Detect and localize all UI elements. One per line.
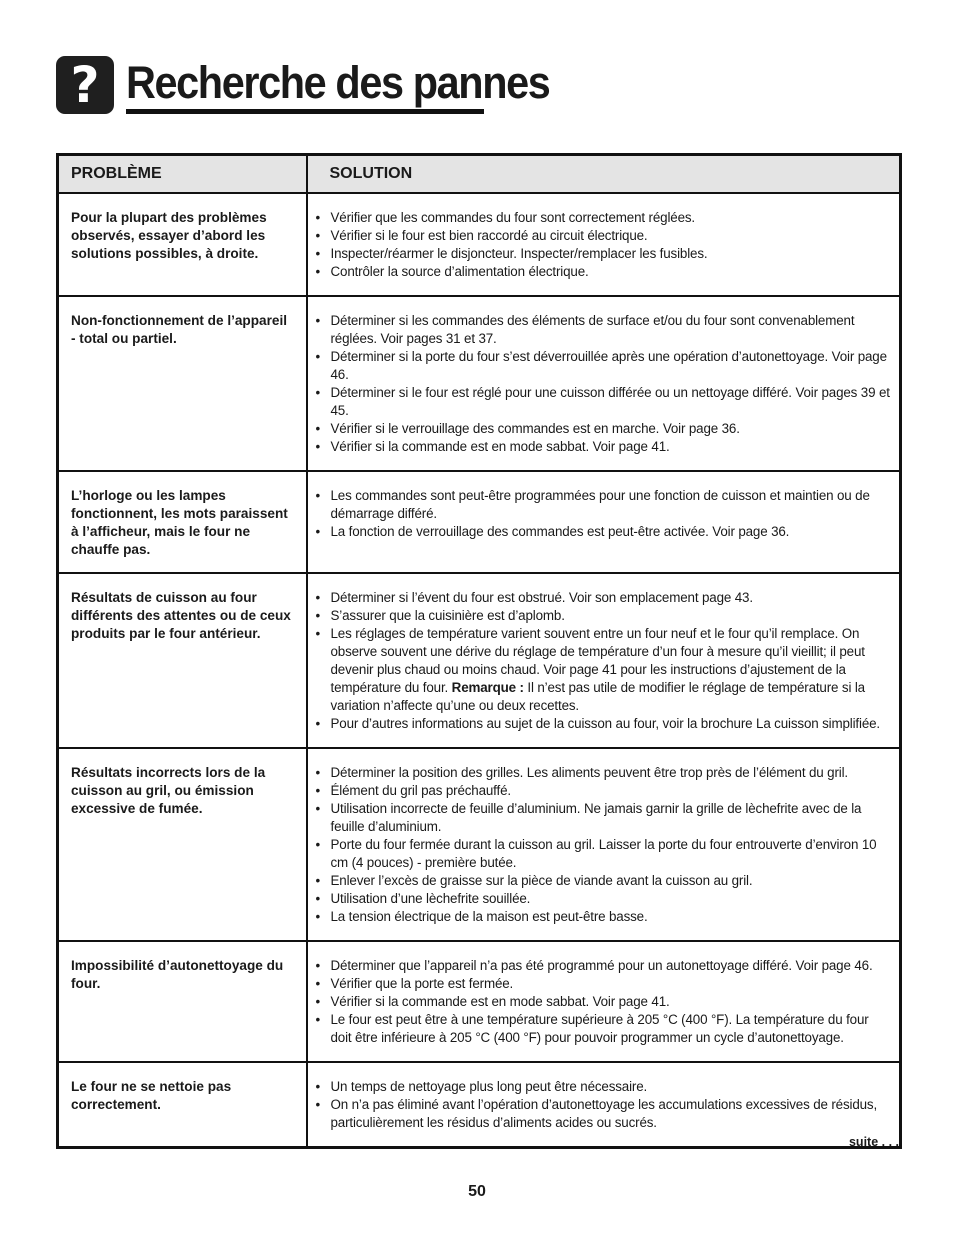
solution-item: • Vérifier que la porte est fermée. [316, 975, 892, 993]
solution-item: • Vérifier si la commande est en mode sabbat. Voir page 41. [316, 438, 892, 456]
solution-text: Les réglages de température varient souvent entre un four neuf et le four qu’il remplace. On observe souvent une dérive du réglage de température d’un four à mesure qu’il vieillit; il peut devenir plus chaud ou moins chaud. Voir page 41 pour les instructions d’ajustement de la température du four. [330, 626, 865, 695]
solution-item: • Déterminer si le four est réglé pour une cuisson différée ou un nettoyage différé. Voir pages 39 et 45. [316, 384, 892, 420]
solution-item: • Vérifier si le four est bien raccordé au circuit électrique. [316, 227, 892, 245]
solution-item: • Enlever l’excès de graisse sur la pièce de viande avant la cuisson au gril. [316, 872, 892, 890]
solution-cell [307, 296, 901, 471]
solution-item: • Un temps de nettoyage plus long peut être nécessaire. [316, 1078, 892, 1096]
solution-item: • Porte du four fermée durant la cuisson au gril. Laisser la porte du four entrouverte d’environ 10 cm (4 pouces) - première butée. [316, 836, 892, 872]
solution-item: • Vérifier que les commandes du four sont correctement réglées. [316, 209, 892, 227]
solution-item: • Déterminer si l’évent du four est obstrué. Voir son emplacement page 43. [316, 589, 892, 607]
table-row [58, 1062, 901, 1148]
problem-cell: Le four ne se nettoie pas correctement. [58, 1062, 307, 1148]
solution-list [316, 209, 892, 281]
solution-item: • Utilisation d’une lèchefrite souillée. [316, 890, 892, 908]
remark-label: Remarque : [451, 680, 524, 695]
problem-cell: Pour la plupart des problèmes observés, essayer d’abord les solutions possibles, à droite. [58, 193, 307, 296]
solution-item: • Le four est peut être à une température supérieure à 205 °C (400 °F). La température du four doit être inférieure à 205 °C (400 °F) pour pouvoir programmer un cycle d’autonettoyage. [316, 1011, 892, 1047]
solution-item: • Déterminer que l’appareil n’a pas été programmé pour un autonettoyage différé. Voir page 46. [316, 957, 892, 975]
problem-cell: L’horloge ou les lampes fonctionnent, les mots paraissent à l’afficheur, mais le four ne chauffe pas. [58, 471, 307, 573]
solution-list [316, 589, 892, 733]
solution-item: • Élément du gril pas préchauffé. [316, 782, 892, 800]
solution-item [316, 625, 892, 715]
remark-text: Il n’est pas utile de modifier le réglage de température si la variation n’affecte qu’une ou deux recettes. [330, 680, 865, 713]
table-row [58, 193, 901, 296]
table-header-row [58, 155, 901, 194]
solution-cell [307, 748, 901, 941]
problem-cell: Non-fonctionnement de l’appareil - total ou partiel. [58, 296, 307, 471]
solution-cell [307, 1062, 901, 1148]
troubleshooting-table [56, 153, 902, 1149]
table-row [58, 471, 901, 573]
solution-item: • Les commandes sont peut-être programmées pour une fonction de cuisson et maintien ou de démarrage différé. [316, 487, 892, 523]
solution-item: • Déterminer si les commandes des éléments de surface et/ou du four sont convenablement réglées. Voir pages 31 et 37. [316, 312, 892, 348]
table-row [58, 748, 901, 941]
solution-item: • Pour d’autres informations au sujet de la cuisson au four, voir la brochure La cuisson simplifiée. [316, 715, 892, 733]
title-underline [126, 57, 550, 114]
solution-list [316, 957, 892, 1047]
solution-list [316, 487, 892, 541]
column-header-solution: SOLUTION [307, 155, 901, 194]
solution-cell [307, 471, 901, 573]
solution-item: • Déterminer la position des grilles. Les aliments peuvent être trop près de l’élément du gril. [316, 764, 892, 782]
table-row [58, 573, 901, 748]
solution-list [316, 764, 892, 926]
page-title: Recherche des pannes [126, 57, 550, 108]
problem-cell: Résultats incorrects lors de la cuisson au gril, ou émission excessive de fumée. [58, 748, 307, 941]
solution-item: • Déterminer si la porte du four s’est déverrouillée après une opération d’autonettoyage. Voir page 46. [316, 348, 892, 384]
table-row [58, 296, 901, 471]
table-row [58, 941, 901, 1062]
continued-label: suite . . . [848, 1135, 899, 1149]
solution-item: • La tension électrique de la maison est peut-être basse. [316, 908, 892, 926]
solution-item: • Inspecter/réarmer le disjoncteur. Inspecter/remplacer les fusibles. [316, 245, 892, 263]
solution-list [316, 1078, 892, 1132]
solution-item: • Utilisation incorrecte de feuille d’aluminium. Ne jamais garnir la grille de lèchefrite avec de la feuille d’aluminium. [316, 800, 892, 836]
solution-list [316, 312, 892, 456]
solution-item: • La fonction de verrouillage des commandes est peut-être activée. Voir page 36. [316, 523, 892, 541]
problem-cell: Impossibilité d’autonettoyage du four. [58, 941, 307, 1062]
page-header [56, 56, 550, 114]
column-header-problem: PROBLÈME [58, 155, 307, 194]
page-number: 50 [468, 1183, 486, 1200]
solution-cell [307, 193, 901, 296]
solution-item: • Contrôler la source d’alimentation électrique. [316, 263, 892, 281]
solution-item: • On n’a pas éliminé avant l’opération d’autonettoyage les accumulations excessives de résidus, particulièrement les résidus d’aliments acides ou sucrés. [316, 1096, 892, 1132]
solution-cell [307, 941, 901, 1062]
solution-item: • Vérifier si la commande est en mode sabbat. Voir page 41. [316, 993, 892, 1011]
solution-item: • Vérifier si le verrouillage des commandes est en marche. Voir page 36. [316, 420, 892, 438]
solution-cell [307, 573, 901, 748]
problem-cell: Résultats de cuisson au four différents des attentes ou de ceux produits par le four antérieur. [58, 573, 307, 748]
solution-item: • S’assurer que la cuisinière est d’aplomb. [316, 607, 892, 625]
question-mark-icon: ? [56, 56, 114, 114]
